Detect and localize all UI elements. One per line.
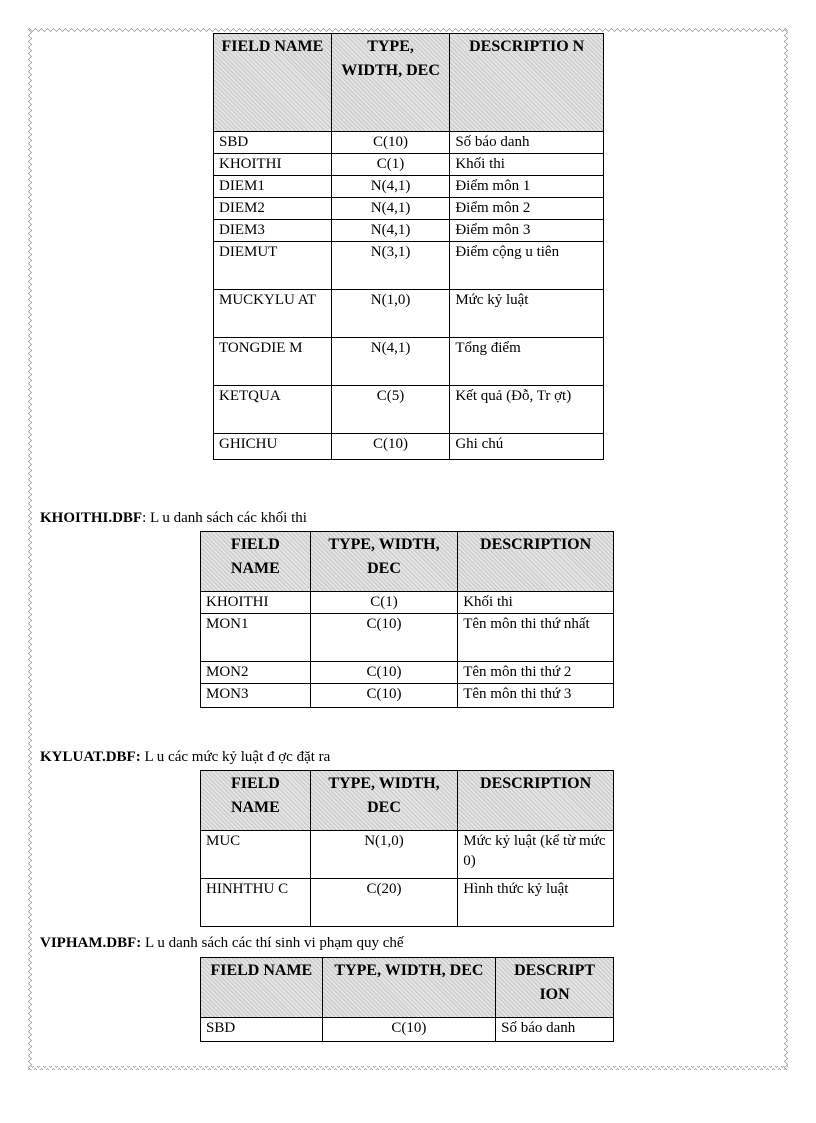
header-type: TYPE, WIDTH, DEC — [310, 771, 457, 831]
table-row — [214, 176, 604, 198]
field-description-cell: Điểm môn 1 — [450, 176, 604, 198]
caption-text: L u các mức kỷ luật đ ợc đặt ra — [140, 749, 331, 765]
header-field-name: FIELD NAME — [201, 532, 311, 592]
table-row — [201, 879, 614, 927]
field-name-cell: KETQUA — [214, 386, 332, 434]
field-type-cell: C(1) — [331, 154, 450, 176]
table-row — [214, 220, 604, 242]
field-type-cell: C(1) — [310, 592, 457, 614]
caption-text: : L u danh sách các khối thi — [142, 510, 307, 526]
field-type-cell: C(20) — [310, 879, 457, 927]
table-row — [214, 434, 604, 460]
caption-file-name: KYLUAT.DBF: — [40, 749, 141, 765]
field-type-cell: C(10) — [310, 684, 457, 708]
field-name-cell: GHICHU — [214, 434, 332, 460]
caption-kyluat — [40, 748, 330, 766]
field-description-cell: Khối thi — [458, 592, 614, 614]
header-type: TYPE, WIDTH, DEC — [310, 532, 457, 592]
header-type: TYPE, WIDTH, DEC — [331, 34, 450, 132]
field-description-cell: Điểm môn 3 — [450, 220, 604, 242]
field-type-cell: N(4,1) — [331, 198, 450, 220]
table-row — [201, 1018, 614, 1042]
table-row — [214, 290, 604, 338]
field-name-cell: DIEM3 — [214, 220, 332, 242]
field-description-cell: Điểm cộng u tiên — [450, 242, 604, 290]
table-kyluat-fields — [200, 770, 614, 927]
field-name-cell: TONGDIE M — [214, 338, 332, 386]
table-row — [201, 662, 614, 684]
table-vipham-fields — [200, 957, 614, 1042]
field-name-cell: MON3 — [201, 684, 311, 708]
table-row — [201, 614, 614, 662]
caption-text: L u danh sách các thí sinh vi phạm quy chế — [141, 935, 404, 951]
table-row — [214, 386, 604, 434]
caption-khoithi — [40, 509, 307, 527]
field-description-cell: Số báo danh — [450, 132, 604, 154]
field-name-cell: MUC — [201, 831, 311, 879]
field-description-cell: Tên môn thi thứ 3 — [458, 684, 614, 708]
field-description-cell: Tên môn thi thứ nhất — [458, 614, 614, 662]
field-type-cell: C(5) — [331, 386, 450, 434]
field-type-cell: N(4,1) — [331, 338, 450, 386]
table-row — [214, 198, 604, 220]
field-type-cell: N(1,0) — [310, 831, 457, 879]
field-description-cell: Kết quả (Đỗ, Tr ợt) — [450, 386, 604, 434]
field-type-cell: N(4,1) — [331, 220, 450, 242]
field-name-cell: SBD — [201, 1018, 323, 1042]
header-description: DESCRIPT ION — [496, 958, 614, 1018]
table-row — [201, 684, 614, 708]
table-row — [214, 242, 604, 290]
caption-vipham — [40, 934, 404, 952]
field-name-cell: KHOITHI — [214, 154, 332, 176]
field-type-cell: N(4,1) — [331, 176, 450, 198]
field-description-cell: Mức kỷ luật — [450, 290, 604, 338]
caption-file-name: KHOITHI.DBF — [40, 510, 143, 526]
field-type-cell: N(1,0) — [331, 290, 450, 338]
field-description-cell: Tổng điểm — [450, 338, 604, 386]
field-name-cell: KHOITHI — [201, 592, 311, 614]
table-row — [201, 831, 614, 879]
field-description-cell: Hình thức kỷ luật — [458, 879, 614, 927]
field-description-cell: Ghi chú — [450, 434, 604, 460]
table-row — [201, 592, 614, 614]
header-field-name: FIELD NAME — [201, 771, 311, 831]
field-type-cell: C(10) — [331, 434, 450, 460]
header-field-name: FIELD NAME — [201, 958, 323, 1018]
field-name-cell: DIEMUT — [214, 242, 332, 290]
table-row — [214, 338, 604, 386]
field-type-cell: C(10) — [310, 662, 457, 684]
field-description-cell: Khối thi — [450, 154, 604, 176]
field-type-cell: C(10) — [310, 614, 457, 662]
field-name-cell: MON2 — [201, 662, 311, 684]
caption-file-name: VIPHAM.DBF: — [40, 935, 142, 951]
field-name-cell: DIEM1 — [214, 176, 332, 198]
header-description: DESCRIPTIO N — [450, 34, 604, 132]
table-row — [214, 154, 604, 176]
header-description: DESCRIPTION — [458, 532, 614, 592]
header-type: TYPE, WIDTH, DEC — [322, 958, 495, 1018]
field-type-cell: C(10) — [322, 1018, 495, 1042]
field-description-cell: Mức kỷ luật (kể từ mức 0) — [458, 831, 614, 879]
field-name-cell: DIEM2 — [214, 198, 332, 220]
field-name-cell: SBD — [214, 132, 332, 154]
table-thisinh-fields — [213, 33, 604, 460]
table-row — [214, 132, 604, 154]
field-type-cell: C(10) — [331, 132, 450, 154]
field-name-cell: MON1 — [201, 614, 311, 662]
field-description-cell: Tên môn thi thứ 2 — [458, 662, 614, 684]
header-description: DESCRIPTION — [458, 771, 614, 831]
field-name-cell: MUCKYLU AT — [214, 290, 332, 338]
table-khoithi-fields — [200, 531, 614, 708]
field-description-cell: Điểm môn 2 — [450, 198, 604, 220]
header-field-name: FIELD NAME — [214, 34, 332, 132]
field-name-cell: HINHTHU C — [201, 879, 311, 927]
field-description-cell: Số báo danh — [496, 1018, 614, 1042]
field-type-cell: N(3,1) — [331, 242, 450, 290]
